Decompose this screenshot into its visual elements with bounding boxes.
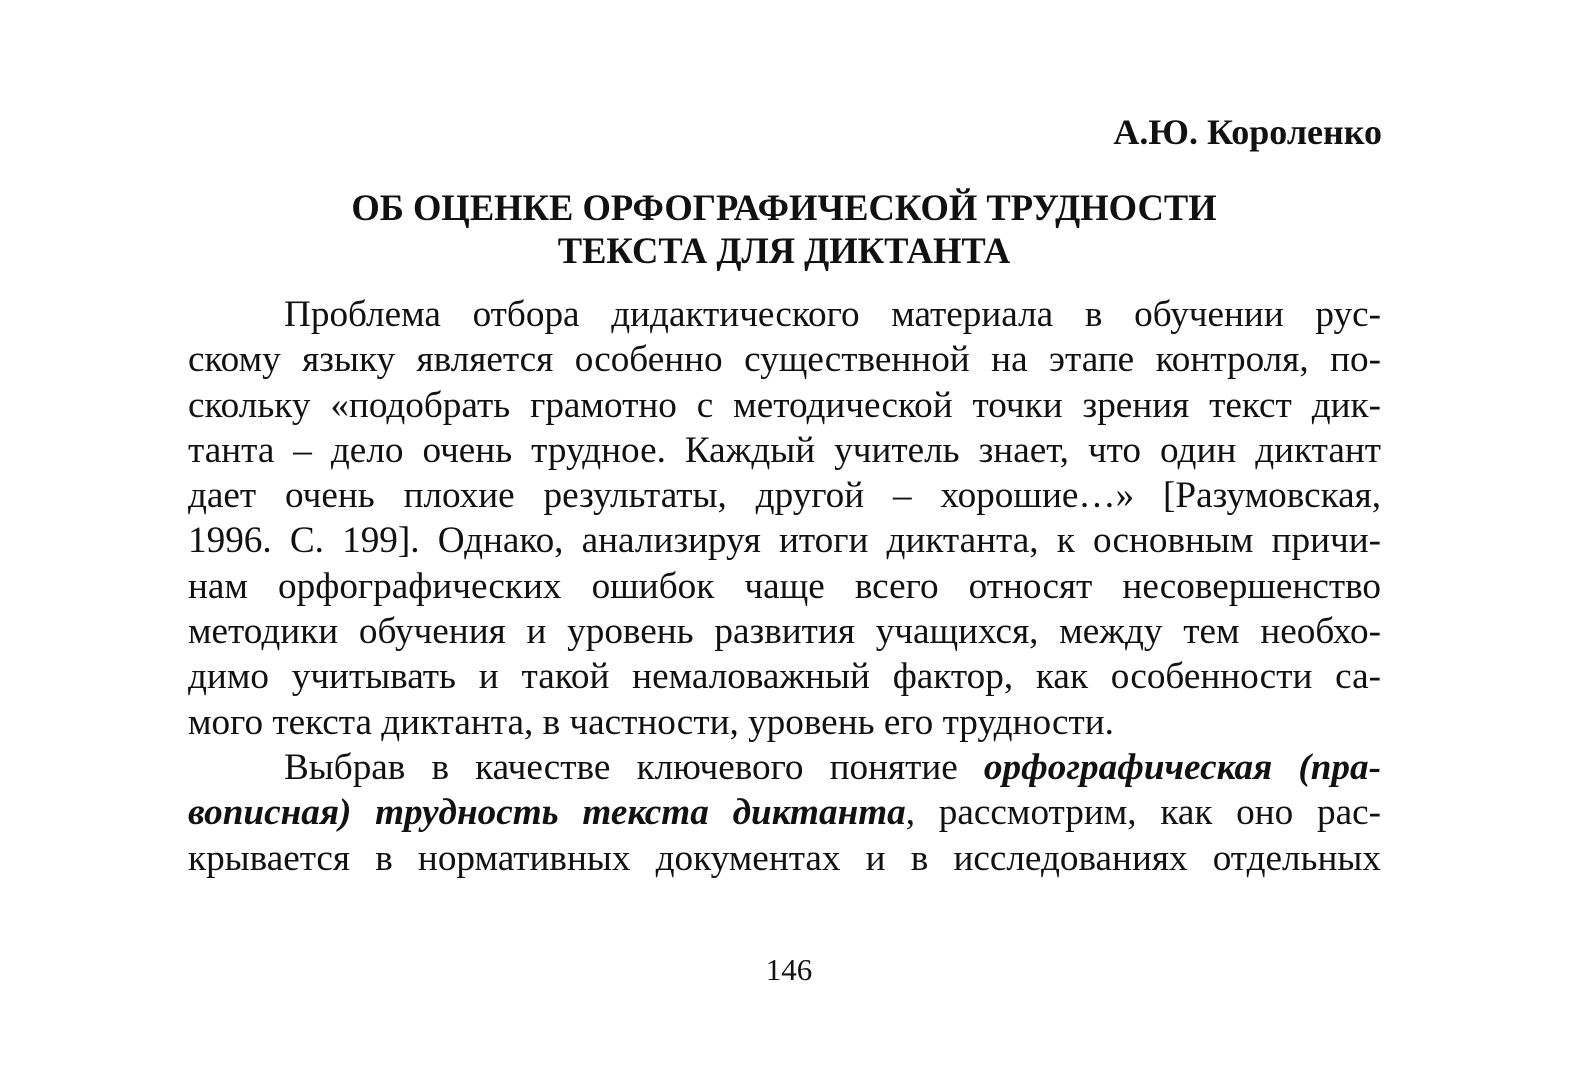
- emphasized-term: вописная) трудность текста диктанта: [188, 792, 906, 834]
- text-line: Проблема отбора дидактического материала в обучении рус-: [284, 294, 1381, 335]
- text-line: скому языку является особенно существенной на этапе контроля, по-: [188, 339, 1381, 381]
- page-number: 146: [765, 952, 813, 987]
- text-line: [188, 745, 1381, 790]
- text-line: нам орфографических ошибок чаще всего относят несовершенство: [188, 565, 1381, 607]
- article-body: [188, 292, 1381, 881]
- text-line: скольку «подобрать грамотно с методической точки зрения текст дик-: [188, 384, 1381, 426]
- text-line: танта – дело очень трудное. Каждый учитель знает, что один диктант: [188, 429, 1381, 471]
- paragraph-2: [188, 745, 1381, 881]
- emphasized-term: орфографическая (пра-: [983, 746, 1381, 788]
- text-run: , рассмотрим, как оно рас-: [905, 792, 1381, 834]
- paragraph-1: [188, 292, 1381, 745]
- text-line: дает очень плохие результаты, другой – хорошие…» [Разумовская,: [188, 475, 1381, 517]
- article-title: [188, 186, 1380, 272]
- title-line-2: ТЕКСТА ДЛЯ ДИКТАНТА: [557, 230, 1011, 271]
- text-line: мого текста диктанта, в частности, уровень его трудности.: [188, 701, 1114, 743]
- title-line-1: ОБ ОЦЕНКЕ ОРФОГРАФИЧЕСКОЙ ТРУДНОСТИ: [351, 187, 1217, 228]
- text-line: крывается в нормативных документах и в исследованиях отдельных: [188, 837, 1381, 879]
- text-line: димо учитывать и такой немаловажный фактор, как особенности са-: [188, 656, 1381, 698]
- text-line: 1996. С. 199]. Однако, анализируя итоги диктанта, к основным причи-: [188, 520, 1381, 562]
- text-line: методики обучения и уровень развития учащихся, между тем необхо-: [188, 611, 1381, 653]
- text-line: [188, 790, 1381, 835]
- text-run: Выбрав в качестве ключевого понятие: [284, 746, 958, 788]
- author-name: А.Ю. Короленко: [1113, 112, 1382, 152]
